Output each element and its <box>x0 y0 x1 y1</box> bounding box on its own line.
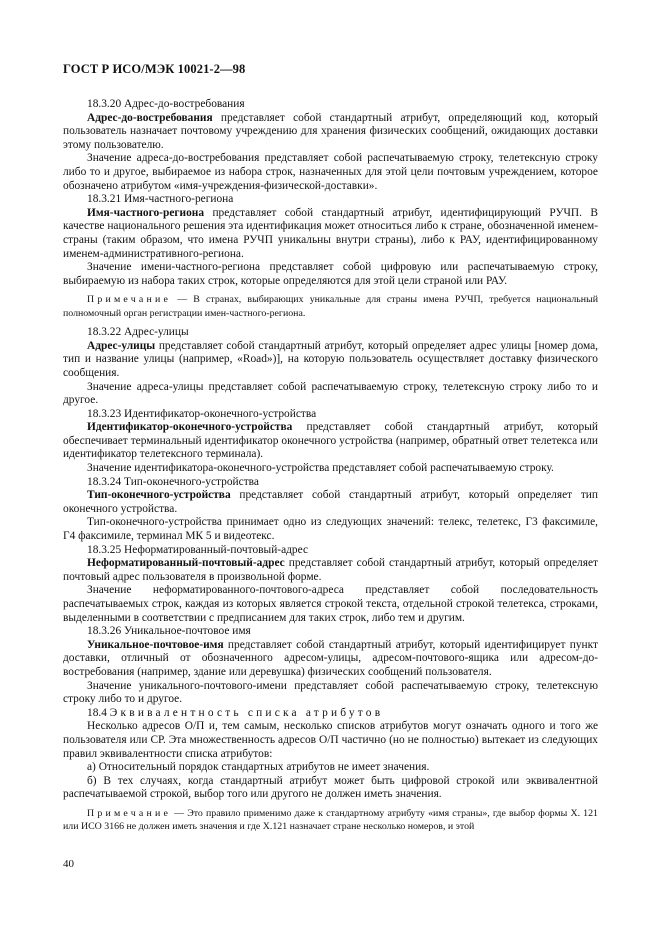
section-heading-18-3-25: 18.3.25 Неформатированный-почтовый-адрес <box>87 543 309 556</box>
document-header: ГОСТ Р ИСО/МЭК 10021-2—98 <box>63 62 246 76</box>
list-item-b: б) В тех случаях, когда стандартный атрибут может быть цифровой строкой или эквивалентной распечатываемой строкой, выбор того или другого не должен иметь значения. <box>63 774 598 801</box>
term: Неформатированный-почтовый-адрес <box>87 557 285 570</box>
paragraph-definition <box>63 340 598 381</box>
definition-text: представляет собой стандартный атрибут, определяющий код, который пользователь назначает почтовому учреждению для хранения физических сообщений, ожидающих доставки этому пользователю. <box>63 111 598 151</box>
paragraph-definition <box>63 557 598 584</box>
definition-text: представляет собой стандартный атрибут, который обеспечивает терминальный идентификатор оконечного устройства (например, обратный ответ телетекса или идентификатор телетексного терминала). <box>63 421 598 461</box>
term: Адрес-до-востребования <box>87 111 213 124</box>
section-heading-18-3-22: 18.3.22 Адрес-улицы <box>87 326 189 339</box>
list-item-a: а) Относительный порядок стандартных атрибутов не имеет значения. <box>87 761 430 774</box>
note-label: Примечание <box>87 807 172 819</box>
definition-text: представляет собой стандартный атрибут, который определяет тип оконечного устройства. <box>63 489 598 515</box>
section-heading-18-3-20: 18.3.20 Адрес-до-востребования <box>87 98 245 110</box>
document-body <box>63 98 598 840</box>
note-text: — В странах, выбирающих уникальные для страны имена РУЧП, требуется национальный полномочный орган регистрации имен-частного-региона. <box>63 294 598 319</box>
paragraph-definition <box>63 207 598 261</box>
term: Уникальное-почтовое-имя <box>87 638 224 651</box>
note <box>63 807 598 834</box>
definition-text: представляет собой стандартный атрибут, который определяет адрес улицы [номер дома, тип и название улицы (например, «Road»)], на которую пользователь осуществляет доставку физического сообщения. <box>63 339 598 379</box>
section-heading-18-3-23: 18.3.23 Идентификатор-оконечного-устройства <box>87 407 317 420</box>
term: Идентификатор-оконечного-устройства <box>87 421 293 434</box>
section-heading-18-3-26: 18.3.26 Уникальное-почтовое имя <box>87 625 251 638</box>
section-heading-18-3-24: 18.3.24 Тип-оконечного-устройства <box>87 475 259 488</box>
section-heading-18-3-21: 18.3.21 Имя-частного-региона <box>87 193 234 206</box>
paragraph-value: Значение уникального-почтового-имени представляет собой распечатываемую строку, телетексную строку либо то и другое. <box>63 679 598 706</box>
term: Имя-частного-региона <box>87 206 205 219</box>
section-number: 18.4 <box>87 706 107 719</box>
paragraph-value: Значение адреса-до-востребования представляет собой распечатываемую строку, телетексную строку либо то и другое, выбираемое из набора строк, назначенных для этой цели почтовым учреждением, которое обозначено атрибутом «имя-учреждения-физической-доставки». <box>63 152 598 192</box>
definition-text: представляет собой стандартный атрибут, идентифицирующий РУЧП. В качестве национального решения эта идентификация может относиться либо к стране, обозначенной именем-страны (таким образом, что имена РУЧП уникальны внутри страны), либо к РАУ, идентифицированному именем-административного-региона. <box>63 206 598 260</box>
paragraph-definition <box>63 421 598 462</box>
paragraph-value: Значение адреса-улицы представляет собой распечатываемую строку, телетексную строку либо то и другое. <box>63 380 598 407</box>
definition-text: представляет собой стандартный атрибут, который определяет почтовый адрес пользователя в произвольной форме. <box>63 557 598 583</box>
term: Тип-оконечного-устройства <box>87 489 231 502</box>
paragraph: Несколько адресов О/П и, тем самым, несколько списков атрибутов могут означать одного и того же пользователя или СР. Эта множественность адресов О/П частично (но не полностью) вытекает из следующих правил эквивалентности списка атрибутов: <box>63 720 598 760</box>
note-text: — Это правило применимо даже к стандартному атрибуту «имя страны», где выбор формы X. 121 или ИСО 3166 не должен иметь значения и где X.121 назначает стране несколько номеров, и этой <box>63 807 598 833</box>
section-title: Эквивалентность списка атрибутов <box>109 706 384 719</box>
paragraph-value: Значение идентификатора-оконечного-устройства представляет собой распечатываемую строку. <box>87 462 554 475</box>
note-label: Примечание <box>87 294 172 306</box>
paragraph-definition <box>63 112 598 153</box>
note <box>63 293 598 320</box>
paragraph-value: Тип-оконечного-устройства принимает одно из следующих значений: телекс, телетекс, Г3 факсимиле, Г4 факсимиле, терминал МК 5 и видеотекс. <box>63 516 598 543</box>
term: Адрес-улицы <box>87 339 156 352</box>
definition-text: представляет собой стандартный атрибут, который идентифицирует пункт доставки, отличный от обозначенного адресом-улицы, адресом-почтового-ящика или адресом-до-востребования (например, здание или деревушка) физических сообщений пользователя. <box>63 638 598 678</box>
paragraph-definition <box>63 639 598 680</box>
section-heading-18-4 <box>63 707 598 721</box>
paragraph-definition <box>63 489 598 516</box>
paragraph-value: Значение неформатированного-почтового-адреса представляет собой последовательность распечатываемых строк, каждая из которых является строкой текста, отдельной строкой телетекса, строками, выделенными в соответствии с предписанием для таких строк, либо тем и другим. <box>63 584 598 624</box>
page-number: 40 <box>63 858 74 870</box>
paragraph-value: Значение имени-частного-региона представляет собой цифровую или распечатываемую строку, выбираемую из набора таких строк, которые определяются для этой цели страной или РАУ. <box>63 261 598 287</box>
